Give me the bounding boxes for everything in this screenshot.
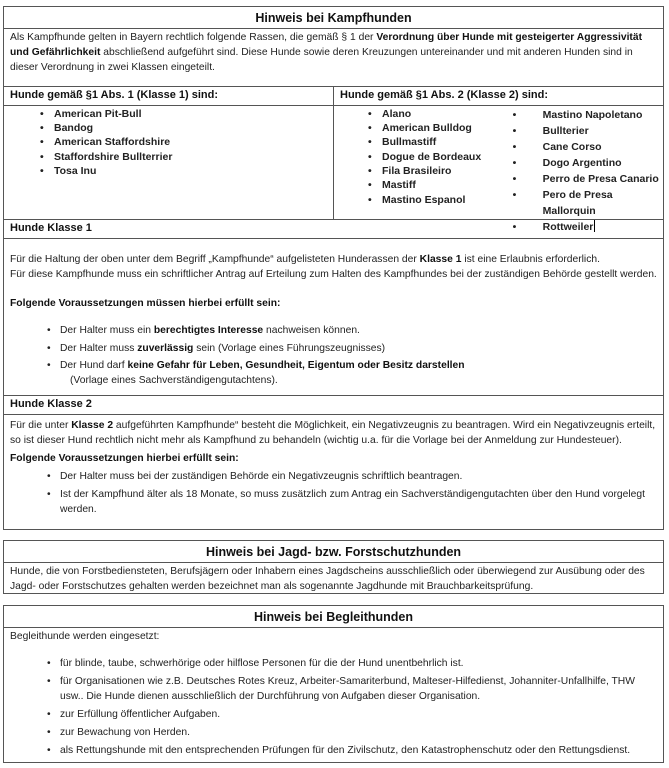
klasse1-requirements-heading: Folgende Voraussetzungen müssen hierbei erfüllt sein: — [10, 297, 281, 309]
bold-text: Klasse 2 — [71, 420, 114, 432]
klasse1-list-heading: Hunde gemäß §1 Abs. 1 (Klasse 1) sind: — [4, 87, 333, 106]
klasse2-requirements-list — [10, 470, 657, 518]
jagdhunde-text: Hunde, die von Forstbediensteten, Berufsjägern oder Inhabern eines Jagdscheins ausschließlich oder überwiegend zur Ausübung oder des Jagd- oder Forstschutzes gehalten werden bezeichnet man als sogenannte Jagdhunde mit Brauchbarkeitsprüfung. — [10, 566, 645, 593]
text: Der Halter muss — [60, 342, 138, 354]
klasse2-lists — [334, 106, 663, 239]
begleithunde-item: • zur Bewachung von Herden. — [60, 726, 657, 741]
text-cursor — [594, 220, 595, 232]
dog-item: • Tosa Inu — [54, 164, 333, 178]
text: aufgeführten Kampfhunde“ besteht die Möglichkeit, ein Negativzeugnis zu beantragen. Wird ein Negativzeugnis erteilt, so ist dieser Hund rechtlich nicht mehr als Kampfhund zu behandeln (wichtig u.a. für die Vorlage bei der Anmeldung zur Hundesteuer). — [10, 420, 656, 447]
begleithunde-item: • als Rettungshunde mit den entsprechenden Prüfungen für den Zivilschutz, den Katastrophenschutz oder den Rettungsdienst. — [60, 744, 657, 759]
dog-item: • Bandog — [54, 121, 333, 135]
dog-item: • Fila Brasileiro — [382, 164, 497, 178]
klasse2-dog-list-left — [334, 106, 497, 239]
text: sein (Vorlage eines Führungszeugnisses) — [193, 342, 386, 354]
dog-item: • Dogue de Bordeaux — [382, 150, 497, 164]
dog-item: • Pero de Presa Mallorquin — [543, 187, 663, 219]
bold-text: Klasse 1 — [419, 253, 462, 265]
dog-item: • Alano — [382, 107, 497, 121]
klasse2-list-heading: Hunde gemäß §1 Abs. 2 (Klasse 2) sind: — [334, 87, 663, 106]
requirement-item: • Ist der Kampfhund älter als 18 Monate, so muss zusätzlich zum Antrag ein Sachverständigengutachten über den Hund vorgelegt werden. — [60, 488, 657, 518]
bold-text: berechtigtes Interesse — [153, 324, 264, 336]
text: ist eine Erlaubnis erforderlich. — [461, 253, 600, 265]
requirement-item — [60, 342, 657, 357]
begleithunde-title: Hinweis bei Begleithunden — [4, 606, 663, 628]
begleithunde-item: • für blinde, taube, schwerhörige oder hilflose Personen für die der Hund unentbehrlich ist. — [60, 657, 657, 672]
dog-item: • American Bulldog — [382, 121, 497, 135]
dog-item: • Bullterier — [543, 123, 663, 139]
klasse2-list-column — [333, 87, 663, 233]
intro-text: Als Kampfhunde gelten in Bayern rechtlich folgende Rassen, die gemäß § 1 der — [10, 32, 377, 44]
intro-text-end: abschließend aufgeführt sind. Diese Hunde sowie deren Kreuzungen untereinander und mit anderen Hunden sind in dieser Verordnung in zwei Klassen eingeteilt. — [10, 47, 633, 73]
kampfhunde-section — [3, 6, 664, 530]
klasse2-dog-list-right — [497, 106, 663, 239]
klasse2-paragraph — [10, 419, 657, 449]
klasse2-requirements-heading: Folgende Voraussetzungen hierbei erfüllt sein: — [10, 453, 239, 465]
dog-item: • Mastiff — [382, 178, 497, 192]
dog-item-text: Rottweiler — [542, 220, 594, 233]
klasse1-requirements-list — [10, 324, 657, 390]
dog-item: • Mastino Napoletano — [543, 107, 663, 123]
klasse1-dog-list — [4, 106, 333, 182]
bold-text: zuverlässig — [137, 342, 194, 354]
text: Für die unter — [10, 420, 72, 432]
kampfhunde-title: Hinweis bei Kampfhunden — [4, 7, 663, 29]
requirement-item: • Der Halter muss bei der zuständigen Behörde ein Negativzeugnis schriftlich beantragen. — [60, 470, 657, 485]
bold-text: keine Gefahr für Leben, Gesundheit, Eigentum oder Besitz darstellen — [127, 360, 465, 372]
klasse1-list-column — [4, 87, 333, 219]
dog-item: • American Pit-Bull — [54, 107, 333, 121]
text: (Vorlage eines Sachverständigengutachtens). — [70, 375, 278, 387]
requirement-item — [60, 359, 657, 389]
text: Der Hund darf — [60, 360, 128, 372]
begleithunde-body — [4, 628, 663, 763]
klasse2-heading: Hunde Klasse 2 — [4, 395, 663, 415]
begleithunde-list — [10, 657, 657, 759]
dog-item: • Bullmastiff — [382, 135, 497, 149]
klasse1-paragraph-1 — [10, 253, 657, 268]
klasse1-paragraph-2: Für diese Kampfhunde muss ein schriftlicher Antrag auf Erteilung zum Halten des Kampfhundes bei der zuständigen Behörde gestellt werden. — [10, 268, 657, 280]
dog-item: • Mastino Espanol — [382, 193, 497, 207]
kampfhunde-intro — [4, 29, 663, 86]
jagdhunde-title: Hinweis bei Jagd- bzw. Forstschutzhunden — [4, 541, 663, 563]
begleithunde-intro: Begleithunde werden eingesetzt: — [10, 631, 160, 643]
dog-item: • Cane Corso — [543, 139, 663, 155]
dog-item: • Dogo Argentino — [543, 155, 663, 171]
begleithunde-item: • für Organisationen wie z.B. Deutsches Rotes Kreuz, Arbeiter-Samariterbund, Malteser-Hilfedienst, Johanniter-Unfallhilfe, THW usw.. Die Hunde dienen ausschließlich der Durchführung von Aufgaben dieser Organisation. — [60, 675, 657, 705]
klasse2-body — [4, 415, 663, 523]
dog-item: • Staffordshire Bullterrier — [54, 150, 333, 164]
requirement-item — [60, 324, 657, 339]
dog-item[interactable] — [543, 219, 663, 235]
begleithunde-item: • zur Erfüllung öffentlicher Aufgaben. — [60, 708, 657, 723]
klasse1-body — [4, 239, 663, 395]
klasse1-heading: Hunde Klasse 1 — [4, 219, 663, 239]
dog-item: • Perro de Presa Canario — [543, 171, 663, 187]
text: Der Halter muss ein — [60, 324, 154, 336]
dog-item: • American Staffordshire — [54, 135, 333, 149]
intro-bold-text: Verordnung über Hunde mit gesteigerter Aggressivität und Gefährlichkeit — [10, 32, 643, 59]
jagdhunde-section — [3, 540, 664, 594]
begleithunde-section — [3, 605, 664, 763]
text: nachweisen können. — [263, 324, 360, 336]
text: Für die Haltung der oben unter dem Begriff „Kampfhunde“ aufgelisteten Hunderassen der — [10, 253, 420, 265]
